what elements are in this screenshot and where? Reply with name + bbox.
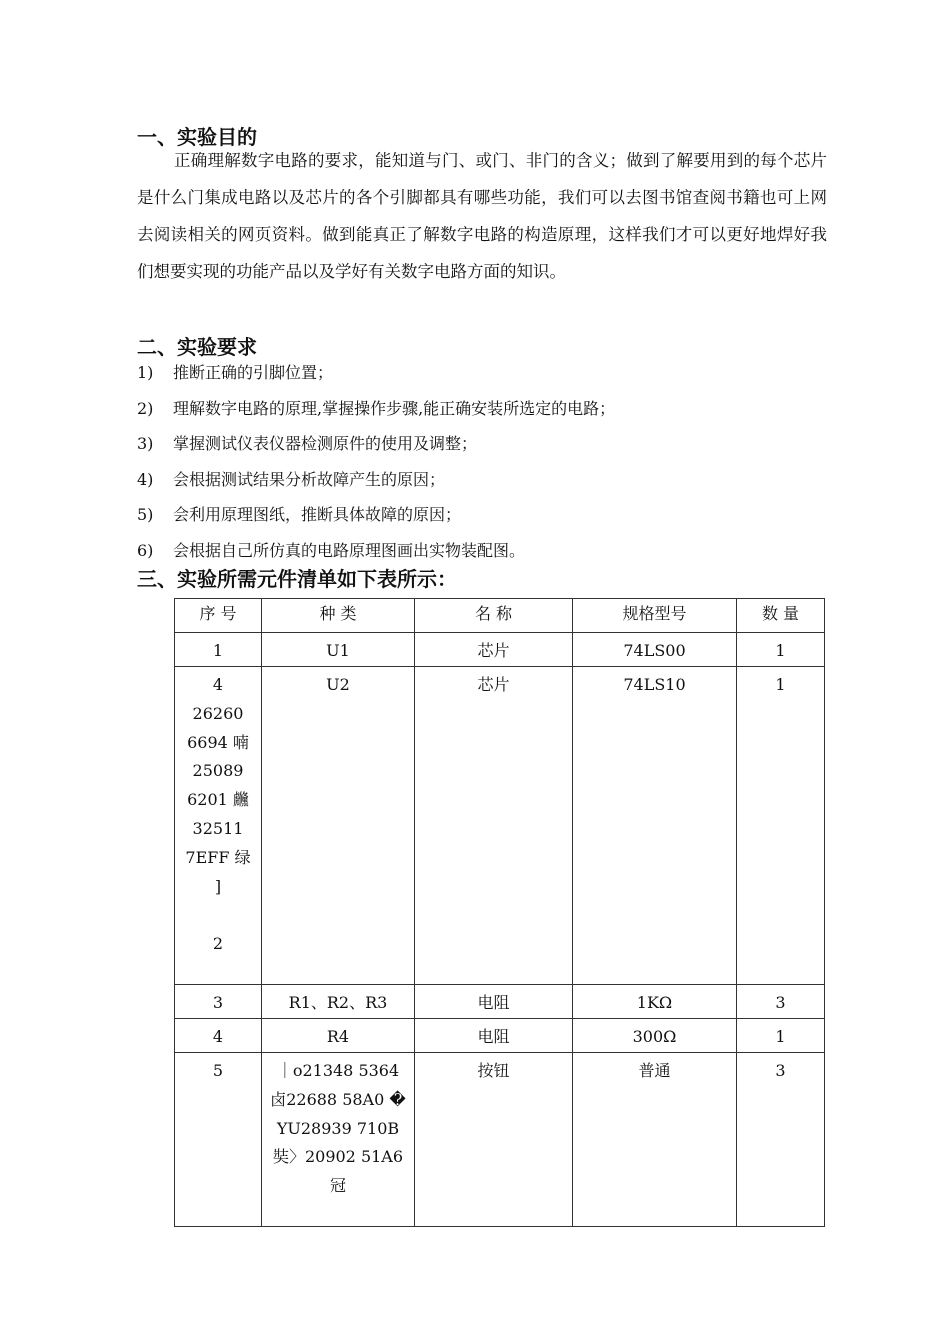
section-3-heading: 三、实验所需元件清单如下表所示： [137,567,457,591]
table-row [175,1053,825,1227]
header-cell: 规格型号 [622,604,687,623]
table-cell: 5 [212,1061,224,1080]
table-cell: 300Ω [632,1027,677,1046]
table-cell: 电阻 [477,993,510,1012]
table-cell: ｜o21348 5364 卤22688 58A0 �YU28939 710B 奘〉20902 51A6 冠 [270,1061,406,1196]
section-2-heading: 二、实验要求 [137,335,257,359]
table-cell: R4 [326,1027,350,1046]
section-1-heading: 一、实验目的 [137,125,257,149]
table-cell: 4 26260 6694 喃 25089 6201 虪 32511 7EFF 绿 ] 2 [185,675,251,954]
table-cell: 普通 [638,1061,671,1080]
table-cell: R1、R2、R3 [288,993,388,1012]
list-item: 6) 会根据自己所仿真的电路原理图画出实物装配图。 [137,540,526,560]
table-cell: 1 [775,675,786,694]
list-item: 4) 会根据测试结果分析故障产生的原因； [137,469,446,489]
table-cell: 1 [212,641,224,660]
table-cell: 3 [212,993,224,1012]
components-table [174,598,825,1227]
table-cell: 芯片 [477,641,510,660]
list-item: 3) 掌握测试仪表仪器检测原件的使用及调整； [137,434,478,453]
header-cell: 名 称 [474,604,513,623]
table-cell: 按钮 [477,1061,510,1080]
table-cell: 1 [775,1027,786,1046]
header-cell: 序 号 [199,604,237,623]
table-header-row [175,599,825,633]
table-cell: 芯片 [477,675,510,694]
header-cell: 数 量 [761,604,800,623]
list-item: 2) 理解数字电路的原理,掌握操作步骤,能正确安装所选定的电路； [137,398,616,418]
table-row [175,633,825,667]
table-cell: 1 [775,641,786,660]
table-row [175,985,825,1019]
table-cell: U2 [326,675,350,694]
table-cell: 电阻 [477,1027,510,1046]
purpose-paragraph: 正确理解数字电路的要求，能知道与门、或门、非门的含义；做到了解要用到的每个芯片是什么门集成电路以及芯片的各个引脚都具有哪些功能，我们可以去图书馆查阅书籍也可上网去阅读相关的网页资料。做到能真正了解数字电路的构造原理，这样我们才可以更好地焊好我们想要实现的功能产品以及学好有关数字电路方面的知识。 [137,151,827,281]
table-cell: U1 [326,641,350,660]
table-row [175,1019,825,1053]
table-cell: 3 [775,1061,786,1080]
table-cell: 1KΩ [636,993,673,1012]
list-item: 1) 推断正确的引脚位置； [137,363,334,382]
list-item: 5) 会利用原理图纸，推断具体故障的原因； [137,505,462,524]
table-row [175,667,825,985]
header-cell: 种 类 [319,604,357,623]
requirements-list [137,361,615,574]
table-cell: 74LS00 [623,641,686,660]
table-cell: 4 [212,1027,224,1046]
table-cell: 74LS10 [623,675,686,694]
table-cell: 3 [775,993,786,1012]
